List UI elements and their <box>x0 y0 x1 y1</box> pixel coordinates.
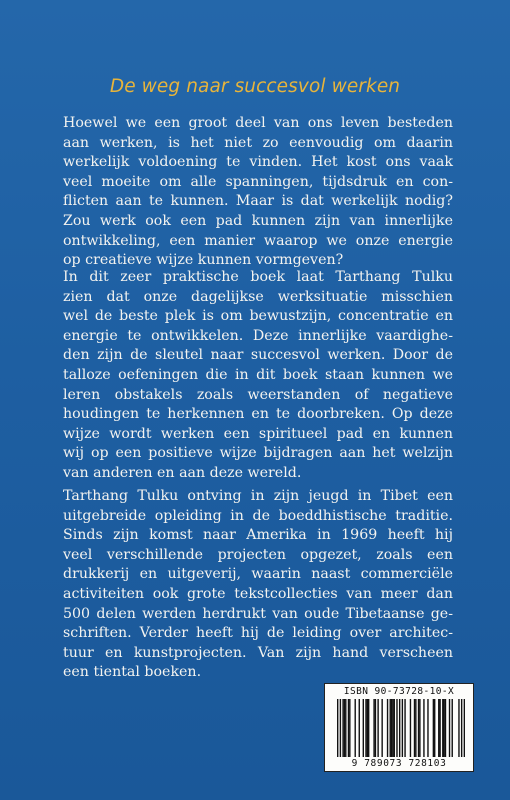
text-line: leren obstakels zoals weerstanden of negatieve <box>63 386 453 403</box>
barcode-bar <box>427 699 428 757</box>
text-line: 500 delen werden herdrukt van oude Tibetaanse ge- <box>63 605 453 622</box>
description-paragraph-1 <box>63 114 453 271</box>
text-line: uitgebreide opleiding in de boeddhistische traditie. <box>63 507 453 524</box>
ean-number: 9 789073 728103 <box>351 758 447 769</box>
text-line: drukkerij en uitgeverij, waarin naast commerciële <box>63 566 453 583</box>
barcode-bar <box>337 699 338 757</box>
barcode-bar <box>464 699 465 757</box>
text-line: aan werken, is het niet zo eenvoudig om daarin <box>63 134 453 151</box>
text-line: zien dat onze dagelijkse werksituatie misschien <box>63 288 453 305</box>
barcode-bar <box>375 699 376 757</box>
barcode-bar <box>452 699 453 757</box>
barcode-bar <box>391 699 392 757</box>
text-line: wel de beste plek is om bewustzijn, concentratie en <box>63 308 453 325</box>
text-line: tuur en kunstprojecten. Van zijn hand verscheen <box>63 644 453 661</box>
barcode-bar <box>349 699 350 757</box>
barcode-bar <box>419 699 420 757</box>
barcode-bar <box>355 699 356 757</box>
barcode-bar <box>449 699 450 757</box>
text-line: Zou werk ook een pad kunnen zijn van innerlijke <box>63 212 453 229</box>
barcode-bar <box>367 699 368 757</box>
barcode-bar <box>377 699 378 757</box>
text-line: wijze wordt werken een spiritueel pad en kunnen <box>63 425 453 442</box>
barcode-bar <box>404 699 405 757</box>
text-line: Hoewel we een groot deel van ons leven besteden <box>63 115 453 131</box>
barcode-bar <box>433 699 434 757</box>
barcode-bar <box>402 699 403 757</box>
text-line: op creatieve wijze kunnen vormgeven? <box>63 252 344 269</box>
text-line: In dit zeer praktische boek laat Tarthang Tulku <box>63 269 453 285</box>
barcode-bar <box>410 699 411 757</box>
barcode-bar <box>387 699 388 757</box>
barcode-bar <box>396 699 397 757</box>
text-line: wij op een positieve wijze bijdragen aan het welzijn <box>63 445 453 462</box>
text-line: energie te ontwikkelen. Deze innerlijke vaardighe- <box>63 327 453 344</box>
barcode-bar <box>390 699 391 757</box>
text-line: Sinds zijn komst naar Amerika in 1969 heeft hij <box>63 527 453 544</box>
barcode-bar <box>373 699 374 757</box>
barcode-bar <box>442 699 443 757</box>
text-line: een tiental boeken. <box>63 664 202 681</box>
text-line: den zijn de sleutel naar succesvol werken. Door de <box>63 347 453 364</box>
barcode-bar <box>418 699 419 757</box>
text-line: veel moeite om alle spanningen, tijdsdruk en con- <box>63 173 453 190</box>
barcode-bar <box>415 699 416 757</box>
isbn-barcode <box>324 683 474 772</box>
text-line: veel verschillende projecten opgezet, zoals een <box>63 546 453 563</box>
barcode-bar <box>365 699 366 757</box>
author-bio-paragraph <box>63 487 453 683</box>
barcode-bar <box>458 699 459 757</box>
barcode-bars <box>337 699 465 757</box>
barcode-bar <box>342 699 343 757</box>
text-line: schriften. Verder heeft hij de leiding over architec- <box>63 625 453 642</box>
barcode-bar <box>363 699 364 757</box>
isbn-label: ISBN 90-73728-10-X <box>343 686 455 697</box>
barcode-bar <box>443 699 444 757</box>
barcode-bar <box>348 699 349 757</box>
text-line: werkelijk voldoening te vinden. Het kost ons vaak <box>63 154 453 171</box>
barcode-bar <box>445 699 446 757</box>
barcode-bar <box>392 699 393 757</box>
barcode-bar <box>438 699 439 757</box>
barcode-bar <box>461 699 462 757</box>
text-line: activiteiten ook grote tekstcollecties van meer dan <box>63 585 453 602</box>
description-paragraph-2 <box>63 268 453 484</box>
barcode-bar <box>423 699 424 757</box>
barcode-bar <box>359 699 360 757</box>
barcode-bar <box>345 699 346 757</box>
barcode-bar <box>340 699 341 757</box>
text-line: ontwikkeling, een manier waarop we onze energie <box>63 232 453 249</box>
text-line: flicten aan te kunnen. Maar is dat werkelijk nodig? <box>63 193 453 210</box>
barcode-bar <box>368 699 369 757</box>
barcode-bar <box>381 699 382 757</box>
text-line: Tarthang Tulku ontving in zijn jeugd in Tibet een <box>63 488 453 504</box>
barcode-bar <box>399 699 400 757</box>
barcode-bar <box>414 699 415 757</box>
barcode-bar <box>439 699 440 757</box>
text-line: talloze oefeningen die in dit boek staan kunnen we <box>63 366 453 383</box>
barcode-bar <box>344 699 345 757</box>
barcode-bar <box>434 699 435 757</box>
barcode-bar <box>394 699 395 757</box>
text-line: van anderen en aan deze wereld. <box>63 464 302 481</box>
text-line: houdingen te herkennen en te doorbreken. Op deze <box>63 406 453 423</box>
cover-title: De weg naar succesvol werken <box>109 76 401 97</box>
